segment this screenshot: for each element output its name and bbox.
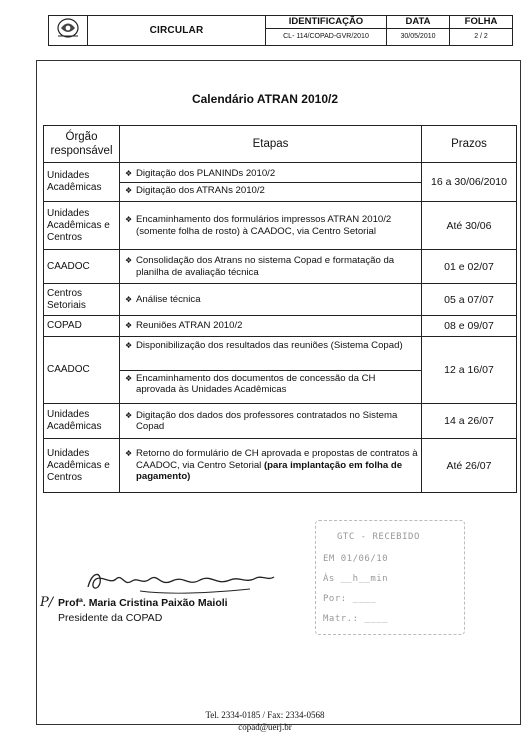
- page-footer: [0, 710, 530, 733]
- table-row: [44, 404, 517, 439]
- stage-item: [120, 446, 421, 485]
- col-header-orgao: Órgão responsável: [44, 126, 120, 163]
- folha-label: FOLHA: [450, 16, 513, 29]
- table-row: [44, 439, 517, 493]
- bullet-icon: ❖: [125, 410, 133, 420]
- row-prazo: 05 a 07/07: [422, 284, 517, 316]
- stamp-line: Matr.: ____: [323, 614, 389, 624]
- bullet-icon: ❖: [125, 449, 133, 459]
- data-label: DATA: [387, 16, 450, 29]
- row-orgao: Centros Setoriais: [44, 284, 120, 316]
- calendar-table: [43, 125, 517, 493]
- signature-pp-mark: P/: [40, 595, 54, 610]
- table-row: [44, 163, 517, 202]
- bullet-icon: ❖: [125, 321, 133, 331]
- bullet-icon: ❖: [125, 340, 133, 350]
- stage-item: [120, 182, 421, 199]
- stage-text: Digitação dos dados dos professores contratados no Sistema Copad: [136, 409, 398, 432]
- bullet-icon: ❖: [125, 169, 133, 178]
- stage-text: Reuniões ATRAN 2010/2: [136, 320, 243, 332]
- row-etapas: [120, 284, 422, 316]
- bullet-icon: ❖: [125, 215, 133, 224]
- stage-text: Análise técnica: [136, 293, 201, 305]
- col-header-prazos: Prazos: [422, 126, 517, 163]
- institution-logo: [49, 16, 88, 46]
- row-prazo: 12 a 16/07: [422, 337, 517, 404]
- stage-item: [120, 166, 421, 182]
- stage-text: Digitação dos PLANINDs 2010/2: [136, 168, 276, 179]
- table-header-row: [44, 126, 517, 163]
- row-etapas: [120, 439, 422, 493]
- row-orgao: CAADOC: [44, 337, 120, 404]
- row-orgao: Unidades Acadêmicas e Centros: [44, 202, 120, 250]
- table-row: [44, 250, 517, 284]
- stage-text-bold: (para implantação em folha de pagamento): [136, 459, 403, 483]
- bullet-icon: ❖: [125, 373, 133, 383]
- bullet-icon: ❖: [125, 256, 133, 265]
- table-row: [44, 316, 517, 337]
- table-row: [44, 337, 517, 404]
- signer-name: Profª. Maria Cristina Paixão Maioli: [58, 597, 228, 609]
- received-stamp: [315, 520, 465, 635]
- row-orgao: Unidades Acadêmicas: [44, 163, 120, 202]
- stage-text-plain: Retorno do formulário de CH aprovada e propostas de contratos à CAADOC, via Centro Setorial: [136, 448, 418, 471]
- handwritten-signature: [80, 565, 280, 600]
- signer-role: Presidente da COPAD: [58, 612, 163, 624]
- stamp-line: GTC - RECEBIDO: [337, 532, 420, 542]
- seal-icon: [55, 16, 81, 40]
- stage-item: [120, 338, 421, 370]
- stage-item: [120, 408, 421, 435]
- row-etapas: [120, 404, 422, 439]
- footer-email: copad@uerj.br: [238, 721, 292, 732]
- row-orgao: CAADOC: [44, 250, 120, 284]
- doc-type: CIRCULAR: [88, 16, 266, 46]
- row-prazo: 01 e 02/07: [422, 250, 517, 284]
- stage-item: [120, 253, 421, 280]
- folha-value: 2 / 2: [450, 29, 513, 46]
- col-header-etapas: Etapas: [120, 126, 422, 163]
- signature-block: [40, 565, 300, 635]
- table-row: [44, 202, 517, 250]
- stage-text: Encaminhamento dos formulários impressos ATRAN 2010/2 (somente folha de rosto) à CAADOC, via Centro Setorial: [136, 214, 392, 237]
- calendar-title: Calendário ATRAN 2010/2: [191, 92, 339, 106]
- row-prazo: Até 26/07: [422, 439, 517, 493]
- stage-text: Disponibilização dos resultados das reuniões (Sistema Copad): [136, 339, 403, 351]
- row-etapas: [120, 163, 422, 202]
- bullet-icon: ❖: [125, 294, 133, 304]
- row-prazo: 08 e 09/07: [422, 316, 517, 337]
- row-prazo: 16 a 30/06/2010: [422, 163, 517, 202]
- row-prazo: 14 a 26/07: [422, 404, 517, 439]
- identificacao-value: CL- 114/COPAD-GVR/2010: [266, 29, 387, 46]
- stamp-line: Às __h__min: [323, 574, 389, 584]
- stage-item: [120, 212, 421, 239]
- stage-item: [120, 292, 421, 308]
- document-header: [48, 15, 513, 46]
- bullet-icon: ❖: [125, 185, 133, 195]
- table-row: [44, 284, 517, 316]
- stage-text: [136, 448, 418, 483]
- row-etapas: [120, 337, 422, 404]
- stage-item: [120, 318, 421, 334]
- stage-text: Encaminhamento dos documentos de concessão da CH aprovada às Unidades Acadêmicas: [136, 372, 376, 395]
- stamp-line: EM 01/06/10: [323, 554, 389, 564]
- footer-phone: Tel. 2334-0185 / Fax: 2334-0568: [205, 710, 325, 720]
- stage-item: [120, 370, 421, 403]
- identificacao-label: IDENTIFICAÇÃO: [266, 16, 387, 29]
- stage-text: Digitação dos ATRANs 2010/2: [136, 184, 265, 196]
- row-etapas: [120, 316, 422, 337]
- row-orgao: Unidades Acadêmicas e Centros: [44, 439, 120, 493]
- stamp-line: Por: ____: [323, 594, 377, 604]
- data-value: 30/05/2010: [387, 29, 450, 46]
- row-orgao: Unidades Acadêmicas: [44, 404, 120, 439]
- row-etapas: [120, 250, 422, 284]
- row-prazo: Até 30/06: [422, 202, 517, 250]
- stage-text: Consolidação dos Atrans no sistema Copad e formatação da planilha de avaliação técnica: [136, 255, 395, 278]
- row-orgao: COPAD: [44, 316, 120, 337]
- row-etapas: [120, 202, 422, 250]
